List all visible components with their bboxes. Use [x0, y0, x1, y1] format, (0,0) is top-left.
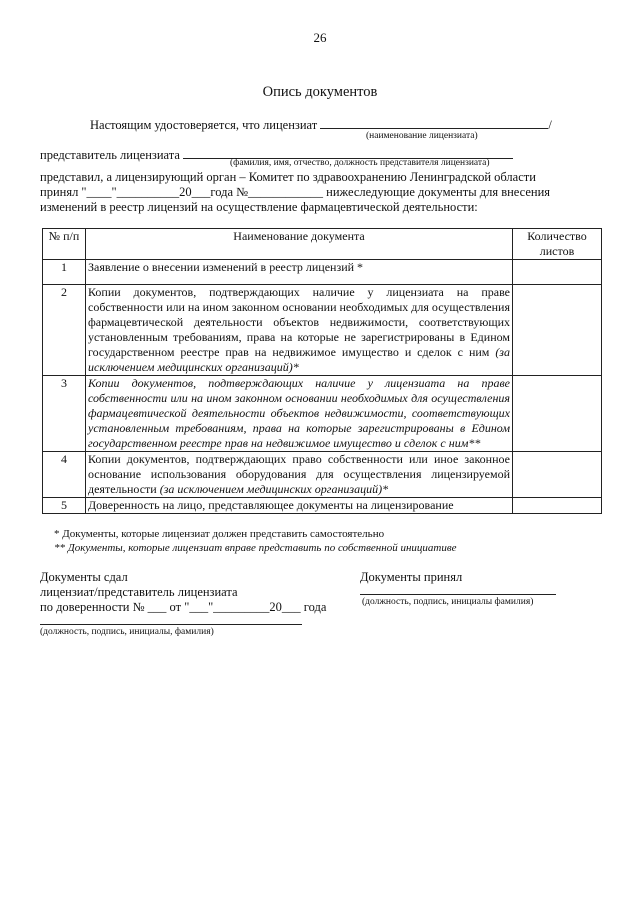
submitted-label: Документы сдал [40, 570, 128, 584]
footnotes [54, 527, 457, 555]
page-number: 26 [313, 30, 327, 45]
received-label: Документы принял [360, 570, 463, 584]
row-text: Заявление о внесении изменений в реестр лицензий * [86, 260, 513, 285]
representative-label: представитель лицензиата [40, 148, 180, 162]
row-count [513, 498, 602, 514]
row-num: 3 [43, 376, 86, 452]
licensee-hint: (наименование лицензиата) [366, 131, 478, 141]
licensee-name-field [320, 116, 548, 129]
documents-table [42, 228, 602, 514]
certify-line [90, 116, 552, 133]
table-header-row [43, 229, 602, 260]
table-row [43, 260, 602, 285]
submitted-by-block [40, 570, 326, 615]
row-num: 2 [43, 285, 86, 376]
submitted-role: лицензиат/представитель лицензиата [40, 585, 238, 599]
submitted-hint: (должность, подпись, инициалы, фамилия) [40, 627, 214, 637]
row-count [513, 285, 602, 376]
row-num: 1 [43, 260, 86, 285]
header-name: Наименование документа [86, 229, 513, 260]
intro-line-2: принял "____"__________20___года №____________ нижеследующие документы для внесения [40, 185, 551, 199]
submitted-proxy: по доверенности № ___ от "___"_________20___ года [40, 600, 327, 614]
row-text: Копии документов, подтверждающих наличие у лицензиата на праве собственности или на ином законном основании необходимых для осуществления фармацевтической деятельности объектов недвижимости, соответствующих установленным требованиям, права на которые не зарегистрированы в Едином государственном реестре прав на недвижимое имущество и сделок с ним (за исключением медицинских организаций)* [86, 285, 513, 376]
row-italic-note: (за исключением медицинских организаций)* [88, 345, 510, 374]
intro-line-3: изменений в реестр лицензий на осуществление фармацевтической деятельности: [40, 200, 478, 214]
row-italic-note: (за исключением медицинских организаций)* [159, 482, 389, 496]
submitted-signature-line [40, 624, 302, 625]
intro-paragraph [40, 170, 602, 215]
row-count [513, 452, 602, 498]
received-by-block [360, 570, 462, 585]
row-num: 5 [43, 498, 86, 514]
received-hint: (должность, подпись, инициалы фамилия) [362, 597, 534, 607]
row-text: Копии документов, подтверждающих право собственности или иное законное основание использования оборудования для осуществления лицензируемой деятельности (за исключением медицинских организаций)* [86, 452, 513, 498]
received-signature-line [360, 594, 556, 595]
footnote-required: * Документы, которые лицензиат должен представить самостоятельно [54, 528, 385, 540]
row-num: 4 [43, 452, 86, 498]
table-row [43, 285, 602, 376]
table-row [43, 498, 602, 514]
representative-hint: (фамилия, имя, отчество, должность представителя лицензиата) [230, 158, 490, 168]
certify-end: / [548, 118, 552, 132]
footnote-optional: ** Документы, которые лицензиат вправе представить по собственной инициативе [54, 542, 457, 554]
header-count: Количество листов [513, 229, 602, 260]
row-count [513, 376, 602, 452]
table-row [43, 376, 602, 452]
table-row [43, 452, 602, 498]
intro-line-1: представил, а лицензирующий орган – Комитет по здравоохранению Ленинградской области [40, 170, 536, 184]
row-count [513, 260, 602, 285]
row-text: Доверенность на лицо, представляющее документы на лицензирование [86, 498, 513, 514]
row-text: Копии документов, подтверждающих наличие у лицензиата на праве собственности или на ином законном основании необходимых для осуществления фармацевтической деятельности объектов недвижимости, соответствующих установленным требованиям, права на которые зарегистрированы в Едином государственном реестре прав на недвижимое имущество и сделок с ним** [86, 376, 513, 452]
header-num: № п/п [43, 229, 86, 260]
certify-text: Настоящим удостоверяется, что лицензиат [90, 118, 318, 132]
document-title: Опись документов [262, 84, 378, 100]
